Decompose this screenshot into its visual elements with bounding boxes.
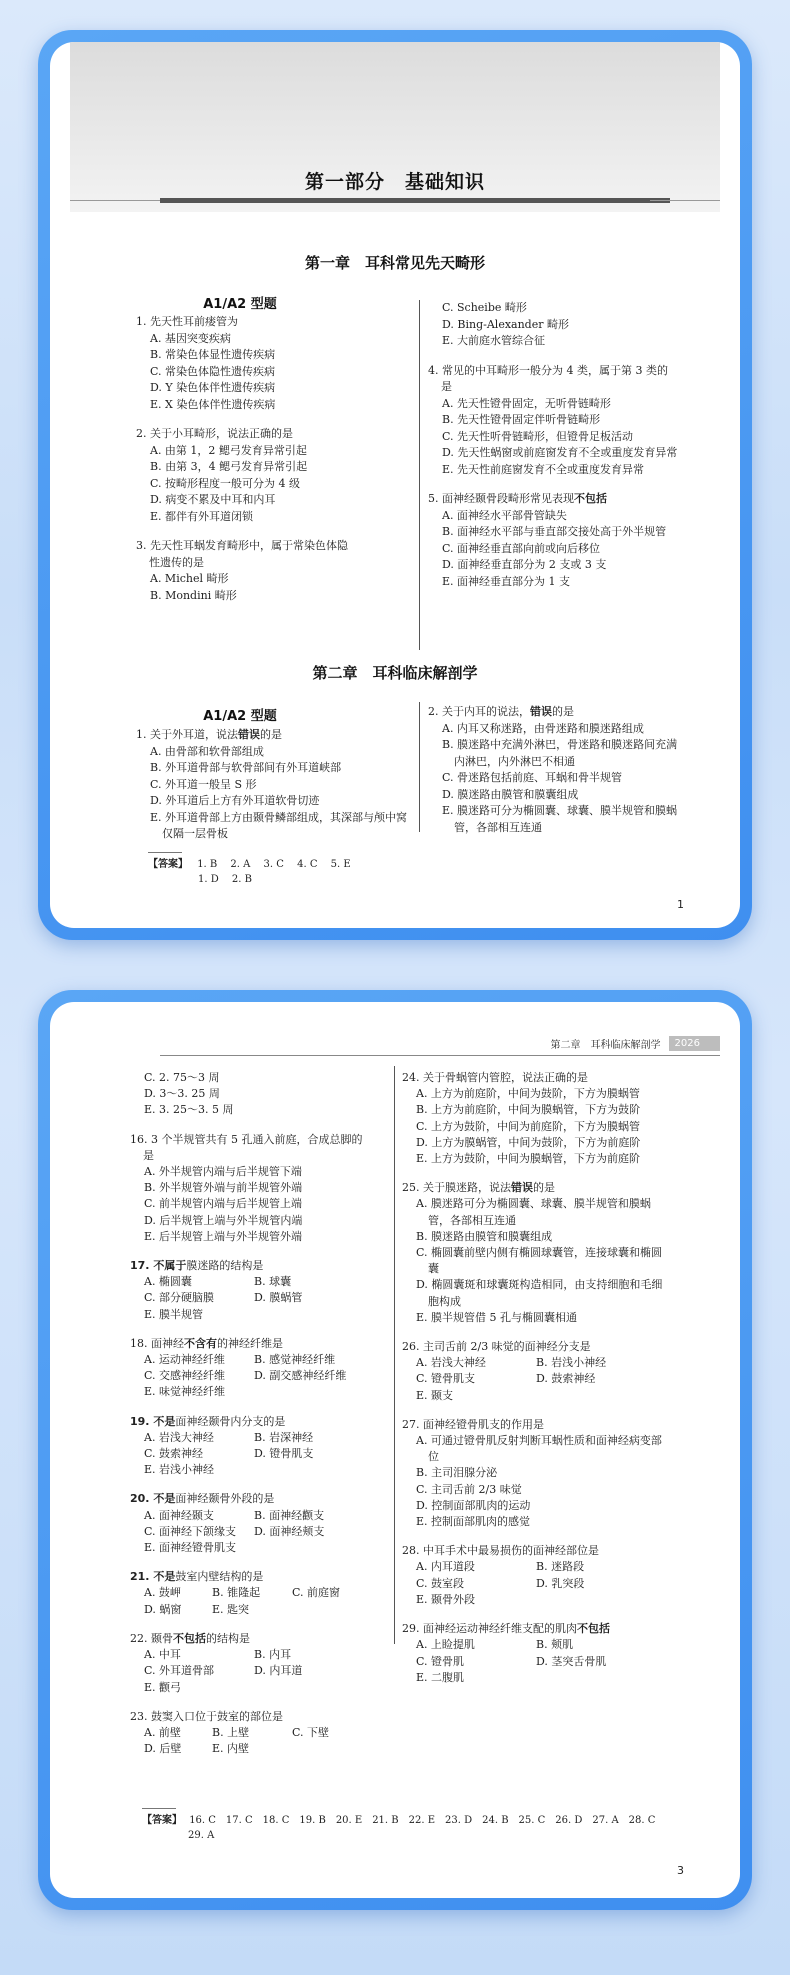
option: A. 岩浅大神经	[416, 1356, 486, 1370]
keyword: 不包括	[574, 492, 607, 505]
option: A. 鼓岬	[144, 1586, 181, 1600]
option: A. 由第 1，2 鳃弓发育异常引起	[150, 443, 307, 457]
option: C. Scheibe 畸形	[442, 301, 527, 314]
option: E. 味觉神经纤维	[144, 1385, 226, 1399]
column-divider	[419, 300, 420, 650]
option: B. 颊肌	[536, 1638, 574, 1652]
running-head	[551, 1036, 720, 1051]
option: B. 由第 3，4 鳃弓发育异常引起	[150, 460, 308, 473]
option: E. 面神经镫骨肌支	[144, 1541, 237, 1555]
option: E. 岩浅小神经	[144, 1463, 215, 1477]
option: E. 膜半规管	[144, 1307, 204, 1321]
question-stem: 膜迷路的结构是	[186, 1259, 264, 1273]
question-17	[130, 1258, 370, 1274]
keyword: 错误	[238, 728, 260, 741]
question-stem: 2. 关于内耳的说法，	[428, 705, 530, 718]
option: D. 病变不累及中耳和内耳	[150, 493, 276, 506]
option: A. 基因突变疾病	[150, 331, 231, 345]
answer-block	[142, 1813, 655, 1843]
book-page-3	[50, 1002, 740, 1898]
option: E. 颧弓	[144, 1680, 182, 1694]
option: C. 鼓室段	[416, 1576, 465, 1590]
left-column	[130, 1070, 370, 1757]
option: D. 膜蜗管	[254, 1291, 303, 1305]
right-column-ch1	[428, 300, 678, 590]
right-column-ch2	[428, 704, 688, 836]
question-21	[130, 1569, 370, 1585]
question-stem: 22. 颞骨	[130, 1631, 173, 1645]
option: C. 常染色体隐性遗传疾病	[150, 364, 276, 378]
option: E. 外耳道骨部上方由颞骨鳞部组成，其深部与颅中窝仅隔一层骨板	[150, 810, 408, 840]
question-3: 3. 先天性耳蜗发育畸形中，属于常染色体隐性遗传的是	[136, 539, 348, 569]
option: B. 常染色体显性遗传疾病	[150, 348, 276, 361]
option: C. 下壁	[292, 1725, 330, 1739]
option: B. 迷路段	[536, 1560, 585, 1574]
header-rule-left	[70, 200, 160, 201]
page-number: 3	[677, 1864, 684, 1877]
option: D. 副交感神经纤维	[254, 1369, 347, 1383]
option: A. 岩浅大神经	[144, 1430, 214, 1444]
running-head-title: 第二章 耳科临床解剖学	[550, 1040, 661, 1051]
left-column-ch1	[136, 314, 356, 604]
question-29	[402, 1621, 672, 1637]
section-label: A1/A2 型题	[203, 709, 277, 724]
option: D. 后壁	[144, 1742, 182, 1756]
option: C. 外耳道骨部	[144, 1664, 215, 1678]
option: C. 按畸形程度一般可分为 4 级	[150, 476, 301, 490]
question-stem: 面神经颞骨外段的是	[175, 1492, 275, 1506]
option: A. 先天性镫骨固定，无听骨链畸形	[442, 396, 611, 410]
option: E. 二腹肌	[416, 1670, 465, 1684]
question-2	[428, 704, 688, 721]
answer-line: 1. D 2. B	[198, 874, 252, 885]
option: C. 先天性听骨链畸形，但镫骨足板活动	[442, 429, 634, 443]
option: D. 3～3. 25 周	[144, 1087, 220, 1101]
question-19	[130, 1414, 370, 1430]
option: D. 后半规管上端与外半规管内端	[144, 1213, 303, 1227]
answer-separator	[148, 852, 182, 853]
answer-label: 【答案】	[148, 859, 188, 870]
question-23: 23. 鼓窦入口位于鼓室的部位是	[130, 1709, 283, 1723]
option: A. 运动神经纤维	[144, 1353, 225, 1367]
part-title: 第一部分 基础知识	[304, 171, 485, 193]
option: C. 交感神经纤维	[144, 1369, 226, 1383]
question-1: 1. 先天性耳前瘘管为	[136, 315, 238, 328]
option: E. 颞骨外段	[416, 1592, 476, 1606]
question-stem: 的是	[260, 728, 282, 741]
question-stem: 25. 关于膜迷路，说法	[402, 1181, 511, 1195]
option: A. 面神经颞支	[144, 1508, 214, 1522]
section-label: A1/A2 型题	[203, 297, 277, 312]
option: D. 面神经颊支	[254, 1524, 325, 1538]
option: D. 茎突舌骨肌	[536, 1654, 607, 1668]
option: A. 膜迷路可分为椭圆囊、球囊、膜半规管和膜蜗管，各部相互连通	[416, 1197, 651, 1227]
option: C. 骨迷路包括前庭、耳蜗和骨半规管	[442, 771, 623, 784]
option: D. 面神经垂直部分为 2 支或 3 支	[442, 558, 607, 571]
left-column-ch2	[136, 727, 416, 843]
question-5	[428, 491, 678, 508]
option: E. 颞支	[416, 1388, 454, 1402]
option: E. 面神经垂直部分为 1 支	[442, 574, 571, 588]
question-stem: 的结构是	[206, 1631, 250, 1645]
option: D. 镫骨肌支	[254, 1447, 314, 1461]
question-28: 28. 中耳手术中最易损伤的面神经部位是	[402, 1544, 599, 1558]
option: E. 大前庭水管综合征	[442, 334, 546, 347]
option: E. 上方为鼓阶，中间为膜蜗管，下方为前庭阶	[416, 1152, 641, 1166]
option: D. 膜迷路由膜管和膜囊组成	[442, 787, 579, 801]
option: E. 内壁	[212, 1742, 250, 1756]
question-stem: 的神经纤维是	[217, 1336, 283, 1350]
question-27: 27. 面神经镫骨肌支的作用是	[402, 1417, 544, 1431]
option: C. 面神经下颌缘支	[144, 1524, 237, 1538]
option: B. 面神经水平部与垂直部交接处高于外半规管	[442, 525, 667, 538]
question-stem: 5. 面神经颞骨段畸形常见表现	[428, 492, 574, 505]
question-25	[402, 1180, 672, 1196]
column-divider	[394, 1066, 395, 1644]
option: A. Michel 畸形	[150, 572, 229, 585]
question-16: 16. 3 个半规管共有 5 孔通入前庭，合成总脚的是	[130, 1132, 363, 1162]
keyword: 不包括	[173, 1631, 206, 1645]
answer-line: 16. C 17. C 18. C 19. B 20. E 21. B 22. E 23. D 24. B 25. C 26. D 27. A 28. C	[189, 1815, 656, 1826]
option: E. 都伴有外耳道闭锁	[150, 509, 254, 523]
question-24: 24. 关于骨蜗管内管腔，说法正确的是	[402, 1071, 588, 1084]
page-frame-2	[38, 990, 752, 1910]
option: C. 椭圆囊前壁内侧有椭圆球囊管，连接球囊和椭圆囊	[416, 1246, 663, 1276]
option: D. 先天性蜗窗或前庭窗发育不全或重度发育异常	[442, 446, 678, 459]
question-22	[130, 1631, 370, 1647]
option: A. 面神经水平部骨管缺失	[442, 508, 567, 522]
option: C. 部分硬脑膜	[144, 1291, 215, 1305]
option: B. Mondini 畸形	[150, 588, 237, 602]
question-stem: 的是	[552, 705, 574, 718]
book-page-1	[50, 42, 740, 928]
question-4: 4. 常见的中耳畸形一般分为 4 类，属于第 3 类的是	[428, 363, 668, 393]
option: A. 内耳又称迷路，由骨迷路和膜迷路组成	[442, 721, 644, 735]
option: D. Bing-Alexander 畸形	[442, 317, 569, 331]
option: C. 面神经垂直部向前或向后移位	[442, 541, 601, 555]
question-18	[130, 1336, 370, 1352]
option: B. 上壁	[212, 1725, 250, 1739]
keyword: 17. 不属于	[130, 1259, 187, 1273]
question-stem: 29. 面神经运动神经纤维支配的肌肉	[402, 1622, 577, 1636]
option: D. 鼓索神经	[536, 1372, 596, 1386]
option: A. 外半规管内端与后半规管下端	[144, 1165, 302, 1179]
question-stem: 18. 面神经	[130, 1336, 184, 1350]
option: B. 膜迷路中充满外淋巴，骨迷路和膜迷路间充满内淋巴，内外淋巴不相通	[442, 738, 678, 768]
chapter-1-title: 第一章 耳科常见先天畸形	[304, 254, 485, 272]
option: E. 膜半规管借 5 孔与椭圆囊相通	[416, 1310, 578, 1324]
option: D. 外耳道后上方有外耳道软骨切迹	[150, 794, 320, 807]
option: A. 上睑提肌	[416, 1638, 475, 1652]
option: C. 上方为鼓阶，中间为前庭阶，下方为膜蜗管	[416, 1119, 641, 1133]
option: C. 镫骨肌	[416, 1654, 465, 1668]
question-20	[130, 1491, 370, 1507]
keyword: 错误	[511, 1181, 533, 1195]
question-stem: 面神经颞骨内分支的是	[175, 1414, 286, 1428]
option: B. 岩深神经	[254, 1430, 314, 1444]
option: B. 岩浅小神经	[536, 1356, 607, 1370]
option: E. 控制面部肌肉的感觉	[416, 1515, 531, 1529]
option: D. 乳突段	[536, 1576, 585, 1590]
option: C. 2. 75～3 周	[144, 1071, 220, 1084]
keyword: 21. 不是	[130, 1570, 176, 1584]
answer-line: 29. A	[188, 1830, 215, 1841]
question-stem: 的是	[533, 1181, 555, 1195]
option: B. 感觉神经纤维	[254, 1353, 336, 1367]
year-badge: 2026	[669, 1036, 720, 1051]
option: D. 控制面部肌肉的运动	[416, 1498, 531, 1512]
option: C. 镫骨肌支	[416, 1372, 476, 1386]
option: B. 上方为前庭阶，中间为膜蜗管，下方为鼓阶	[416, 1103, 641, 1117]
header-rule-thick	[160, 198, 670, 203]
option: B. 外半规管外端与前半规管外端	[144, 1181, 303, 1195]
option: E. 后半规管上端与外半规管外端	[144, 1229, 303, 1243]
option: A. 上方为前庭阶，中间为鼓阶，下方为膜蜗管	[416, 1087, 640, 1101]
option: D. 内耳道	[254, 1664, 303, 1678]
option: B. 外耳道骨部与软骨部间有外耳道峡部	[150, 761, 342, 774]
option: E. 匙突	[212, 1602, 250, 1616]
option: C. 主司舌前 2/3 味觉	[416, 1482, 522, 1496]
option: E. 先天性前庭窗发育不全或重度发育异常	[442, 462, 645, 476]
keyword: 错误	[530, 705, 552, 718]
option: E. 膜迷路可分为椭圆囊、球囊、膜半规管和膜蜗管，各部相互连通	[442, 804, 678, 834]
option: D. 蜗窗	[144, 1602, 182, 1616]
header-rule-right	[650, 200, 720, 201]
option: B. 球囊	[254, 1275, 292, 1289]
option: A. 内耳道段	[416, 1560, 475, 1574]
option: B. 膜迷路由膜管和膜囊组成	[416, 1229, 553, 1243]
keyword: 不含有	[184, 1336, 217, 1350]
question-26: 26. 主司舌前 2/3 味觉的面神经分支是	[402, 1340, 591, 1354]
answer-label: 【答案】	[142, 1815, 182, 1826]
page-frame-1	[38, 30, 752, 940]
keyword: 20. 不是	[130, 1492, 176, 1506]
question-1	[136, 727, 416, 744]
option: A. 中耳	[144, 1648, 181, 1662]
question-stem: 鼓室内壁结构的是	[175, 1570, 264, 1584]
option: B. 内耳	[254, 1648, 292, 1662]
keyword: 不包括	[577, 1622, 610, 1636]
chapter-2-title: 第二章 耳科临床解剖学	[312, 664, 478, 682]
option: A. 由骨部和软骨部组成	[150, 744, 264, 758]
option: B. 面神经颧支	[254, 1508, 325, 1522]
option: C. 前半规管内端与后半规管上端	[144, 1197, 303, 1211]
option: A. 前壁	[144, 1725, 181, 1739]
answer-separator	[142, 1808, 176, 1809]
page-number: 1	[677, 898, 684, 911]
running-head-rule	[160, 1055, 720, 1056]
option: A. 椭圆囊	[144, 1275, 192, 1289]
question-stem: 1. 关于外耳道，说法	[136, 728, 238, 741]
answer-line: 1. B 2. A 3. C 4. C 5. E	[197, 859, 351, 870]
option: C. 前庭窗	[292, 1586, 341, 1600]
option: B. 主司泪腺分泌	[416, 1466, 498, 1480]
keyword: 19. 不是	[130, 1414, 176, 1428]
option: C. 外耳道一般呈 S 形	[150, 777, 257, 791]
option: B. 锥隆起	[212, 1586, 261, 1600]
option: D. 上方为膜蜗管，中间为鼓阶，下方为前庭阶	[416, 1135, 641, 1149]
question-2: 2. 关于小耳畸形，说法正确的是	[136, 427, 293, 440]
answer-block	[148, 857, 351, 887]
column-divider	[419, 702, 420, 832]
right-column	[402, 1070, 672, 1686]
option: C. 鼓索神经	[144, 1447, 204, 1461]
option: A. 可通过镫骨肌反射判断耳蜗性质和面神经病变部位	[416, 1434, 662, 1464]
option: B. 先天性镫骨固定伴听骨链畸形	[442, 413, 601, 426]
option: E. X 染色体伴性遗传疾病	[150, 397, 276, 411]
option: D. Y 染色体伴性遗传疾病	[150, 381, 276, 394]
option: D. 椭圆囊斑和球囊斑构造相同，由支持细胞和毛细胞构成	[416, 1278, 663, 1308]
option: E. 3. 25～3. 5 周	[144, 1103, 234, 1117]
